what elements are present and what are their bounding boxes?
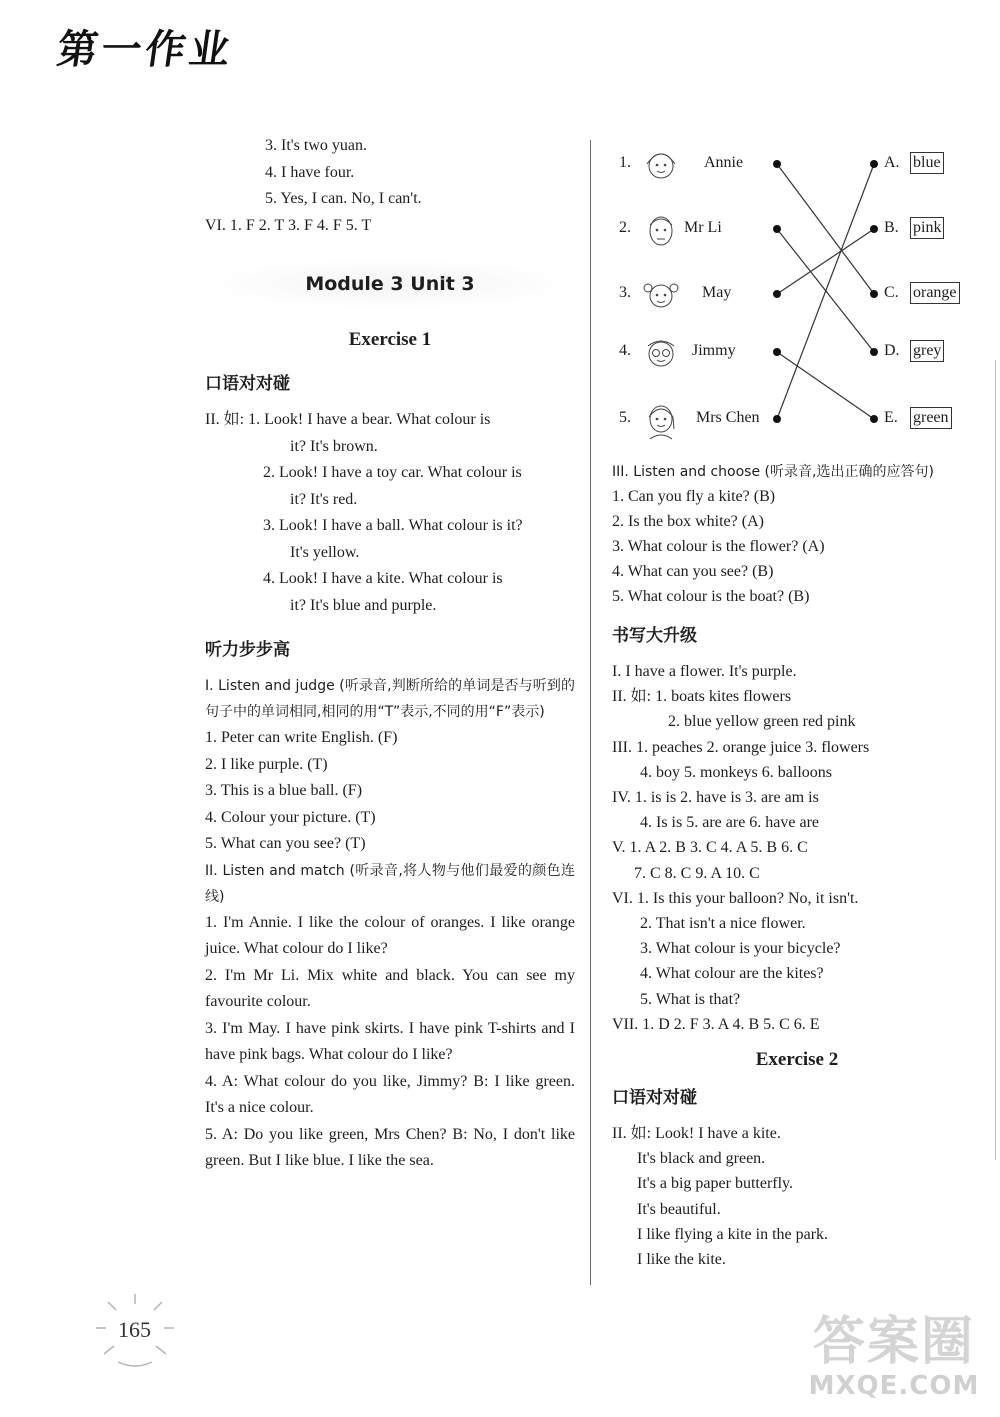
watermark-cn: 答案圈 — [812, 1312, 975, 1372]
oral-item — [205, 513, 575, 566]
right-column — [612, 460, 982, 1272]
list-item: 1. Can you fly a kite? (B) — [612, 488, 776, 505]
exercise-title: Exercise 1 — [348, 329, 432, 350]
section-heading: 口语对对碰 — [612, 1088, 697, 1109]
match-row — [612, 209, 982, 249]
match-letter: E. — [884, 409, 898, 426]
answer-line: I like flying a kite in the park. — [637, 1225, 829, 1243]
match-num: 3. — [619, 284, 631, 301]
answer-line: 4. I have four. — [265, 163, 355, 181]
item-text: Look! I have a bear. What colour is — [264, 411, 491, 428]
task-title: II. Listen and match (听录音,将人物与他们最爱的颜色连线) — [205, 862, 575, 905]
answer-line: VII. 1. D 2. F 3. A 4. B 5. C 6. E — [612, 1015, 820, 1033]
item-prefix: 2. — [263, 464, 275, 481]
list-item: 3. This is a blue ball. (F) — [205, 782, 363, 799]
match-num: 4. — [619, 342, 631, 359]
section-heading: 书写大升级 — [612, 626, 697, 646]
list-item: 5. A: Do you like green, Mrs Chen? B: No, I don't like green. But I like blue. I like the sea. — [205, 1125, 575, 1169]
list-item: 2. I'm Mr Li. Mix white and black. You can see my favourite colour. — [205, 966, 575, 1010]
match-name: Mr Li — [684, 219, 722, 236]
list-item: 5. What colour is the boat? (B) — [612, 588, 810, 605]
answer-line: V. 1. A 2. B 3. C 4. A 5. B 6. C — [612, 839, 808, 857]
item-text: Look! I have a ball. What colour is it? — [279, 517, 523, 534]
page-number: 165 — [118, 1317, 151, 1342]
list-item: 2. Is the box white? (A) — [612, 513, 764, 530]
task-title: I. Listen and judge (听录音,判断所给的单词是否与听到的句子中的单词相同,相同的用“T”表示,不同的用“F”表示) — [205, 678, 575, 720]
item-prefix: 3. — [263, 517, 275, 534]
answer-line: It's beautiful. — [637, 1200, 721, 1218]
list-item: 1. I'm Annie. I like the colour of oranges. I like orange juice. What colour do I like? — [205, 913, 575, 957]
man-face-icon — [640, 209, 682, 251]
item-cont: it? It's blue and purple. — [290, 596, 437, 614]
colour-box: orange — [910, 282, 960, 304]
colour-box: grey — [910, 340, 944, 362]
list-item: 3. What colour is the flower? (A) — [612, 538, 825, 555]
item-cont: it? It's red. — [290, 490, 358, 508]
answer-line: 4. boy 5. monkeys 6. balloons — [640, 763, 832, 781]
exercise-title: Exercise 2 — [755, 1049, 839, 1071]
match-name: Jimmy — [692, 342, 736, 359]
match-letter: D. — [884, 342, 900, 359]
column-divider — [590, 140, 591, 1285]
brand-logo: 第一作业 — [54, 27, 237, 73]
match-letter: C. — [884, 284, 899, 301]
list-item: 4. What can you see? (B) — [612, 563, 774, 580]
item-prefix: II. 如: 1. — [205, 411, 261, 428]
colour-box: pink — [910, 217, 944, 239]
oral-item — [205, 407, 575, 460]
list-item: 4. Colour your picture. (T) — [205, 808, 376, 826]
match-name: May — [702, 284, 732, 301]
page-edge-line — [995, 360, 996, 1160]
match-num: 2. — [619, 219, 631, 236]
section-heading: 听力步步高 — [205, 640, 290, 660]
match-row — [612, 144, 982, 184]
module-title: Module 3 Unit 3 — [205, 259, 575, 309]
answer-line: 3. It's two yuan. — [265, 137, 367, 154]
match-letter: A. — [884, 154, 900, 171]
match-letter: B. — [884, 219, 899, 236]
answer-line: 5. What is that? — [640, 990, 741, 1008]
answer-line: VI. 1. F 2. T 3. F 4. F 5. T — [205, 216, 372, 234]
match-row — [612, 332, 982, 372]
answer-line: II. 如: Look! I have a kite. — [612, 1125, 781, 1143]
item-cont: It's yellow. — [290, 543, 360, 561]
list-item: 1. Peter can write English. (F) — [205, 729, 398, 746]
list-item: 2. I like purple. (T) — [205, 755, 328, 773]
item-prefix: 4. — [263, 570, 275, 587]
girl-face-icon — [640, 144, 682, 186]
match-row — [612, 399, 982, 439]
oral-item — [205, 460, 575, 513]
answer-line: I. I have a flower. It's purple. — [612, 663, 797, 680]
answer-line: 4. What colour are the kites? — [640, 965, 824, 983]
woman-face-icon — [640, 399, 682, 441]
item-text: Look! I have a toy car. What colour is — [279, 464, 522, 481]
match-name: Mrs Chen — [696, 409, 760, 426]
answer-line: I like the kite. — [637, 1251, 726, 1269]
oral-item — [205, 566, 575, 619]
list-item: 5. What can you see? (T) — [205, 835, 366, 852]
answer-line: 4. Is is 5. are are 6. have are — [640, 814, 820, 832]
item-text: Look! I have a kite. What colour is — [279, 570, 503, 587]
answer-line: 7. C 8. C 9. A 10. C — [634, 864, 760, 882]
match-num: 5. — [619, 409, 631, 426]
matching-exercise — [612, 132, 982, 457]
list-item: 4. A: What colour do you like, Jimmy? B: I like green. It's a nice colour. — [205, 1072, 575, 1116]
answer-line: II. 如: 1. boats kites flowers — [612, 688, 792, 706]
watermark-logo — [794, 1313, 994, 1411]
match-name: Annie — [704, 154, 744, 171]
task-title: III. Listen and choose (听录音,选出正确的应答句) — [612, 464, 934, 480]
watermark-en: MXQE.COM — [808, 1371, 980, 1401]
left-column — [205, 133, 575, 1175]
answer-line: 2. blue yellow green red pink — [668, 713, 856, 731]
match-row — [612, 274, 982, 314]
girl-pigtails-icon — [640, 274, 682, 316]
answer-line: IV. 1. is is 2. have is 3. are am is — [612, 789, 819, 807]
item-cont: it? It's brown. — [290, 437, 378, 455]
answer-line: It's a big paper butterfly. — [637, 1175, 794, 1193]
answer-line: VI. 1. Is this your balloon? No, it isn't. — [612, 889, 859, 907]
match-num: 1. — [619, 154, 631, 171]
answer-line: III. 1. peaches 2. orange juice 3. flowers — [612, 738, 870, 756]
boy-glasses-icon — [640, 332, 682, 374]
answer-line: 5. Yes, I can. No, I can't. — [265, 190, 422, 207]
list-item: 3. I'm May. I have pink skirts. I have pink T-shirts and I have pink bags. What colour do I like? — [205, 1019, 575, 1063]
colour-box: blue — [910, 152, 944, 174]
answer-line: 2. That isn't a nice flower. — [640, 915, 806, 933]
colour-box: green — [910, 407, 952, 429]
section-heading: 口语对对碰 — [205, 374, 290, 394]
answer-line: It's black and green. — [637, 1150, 766, 1168]
answer-line: 3. What colour is your bicycle? — [640, 940, 841, 958]
